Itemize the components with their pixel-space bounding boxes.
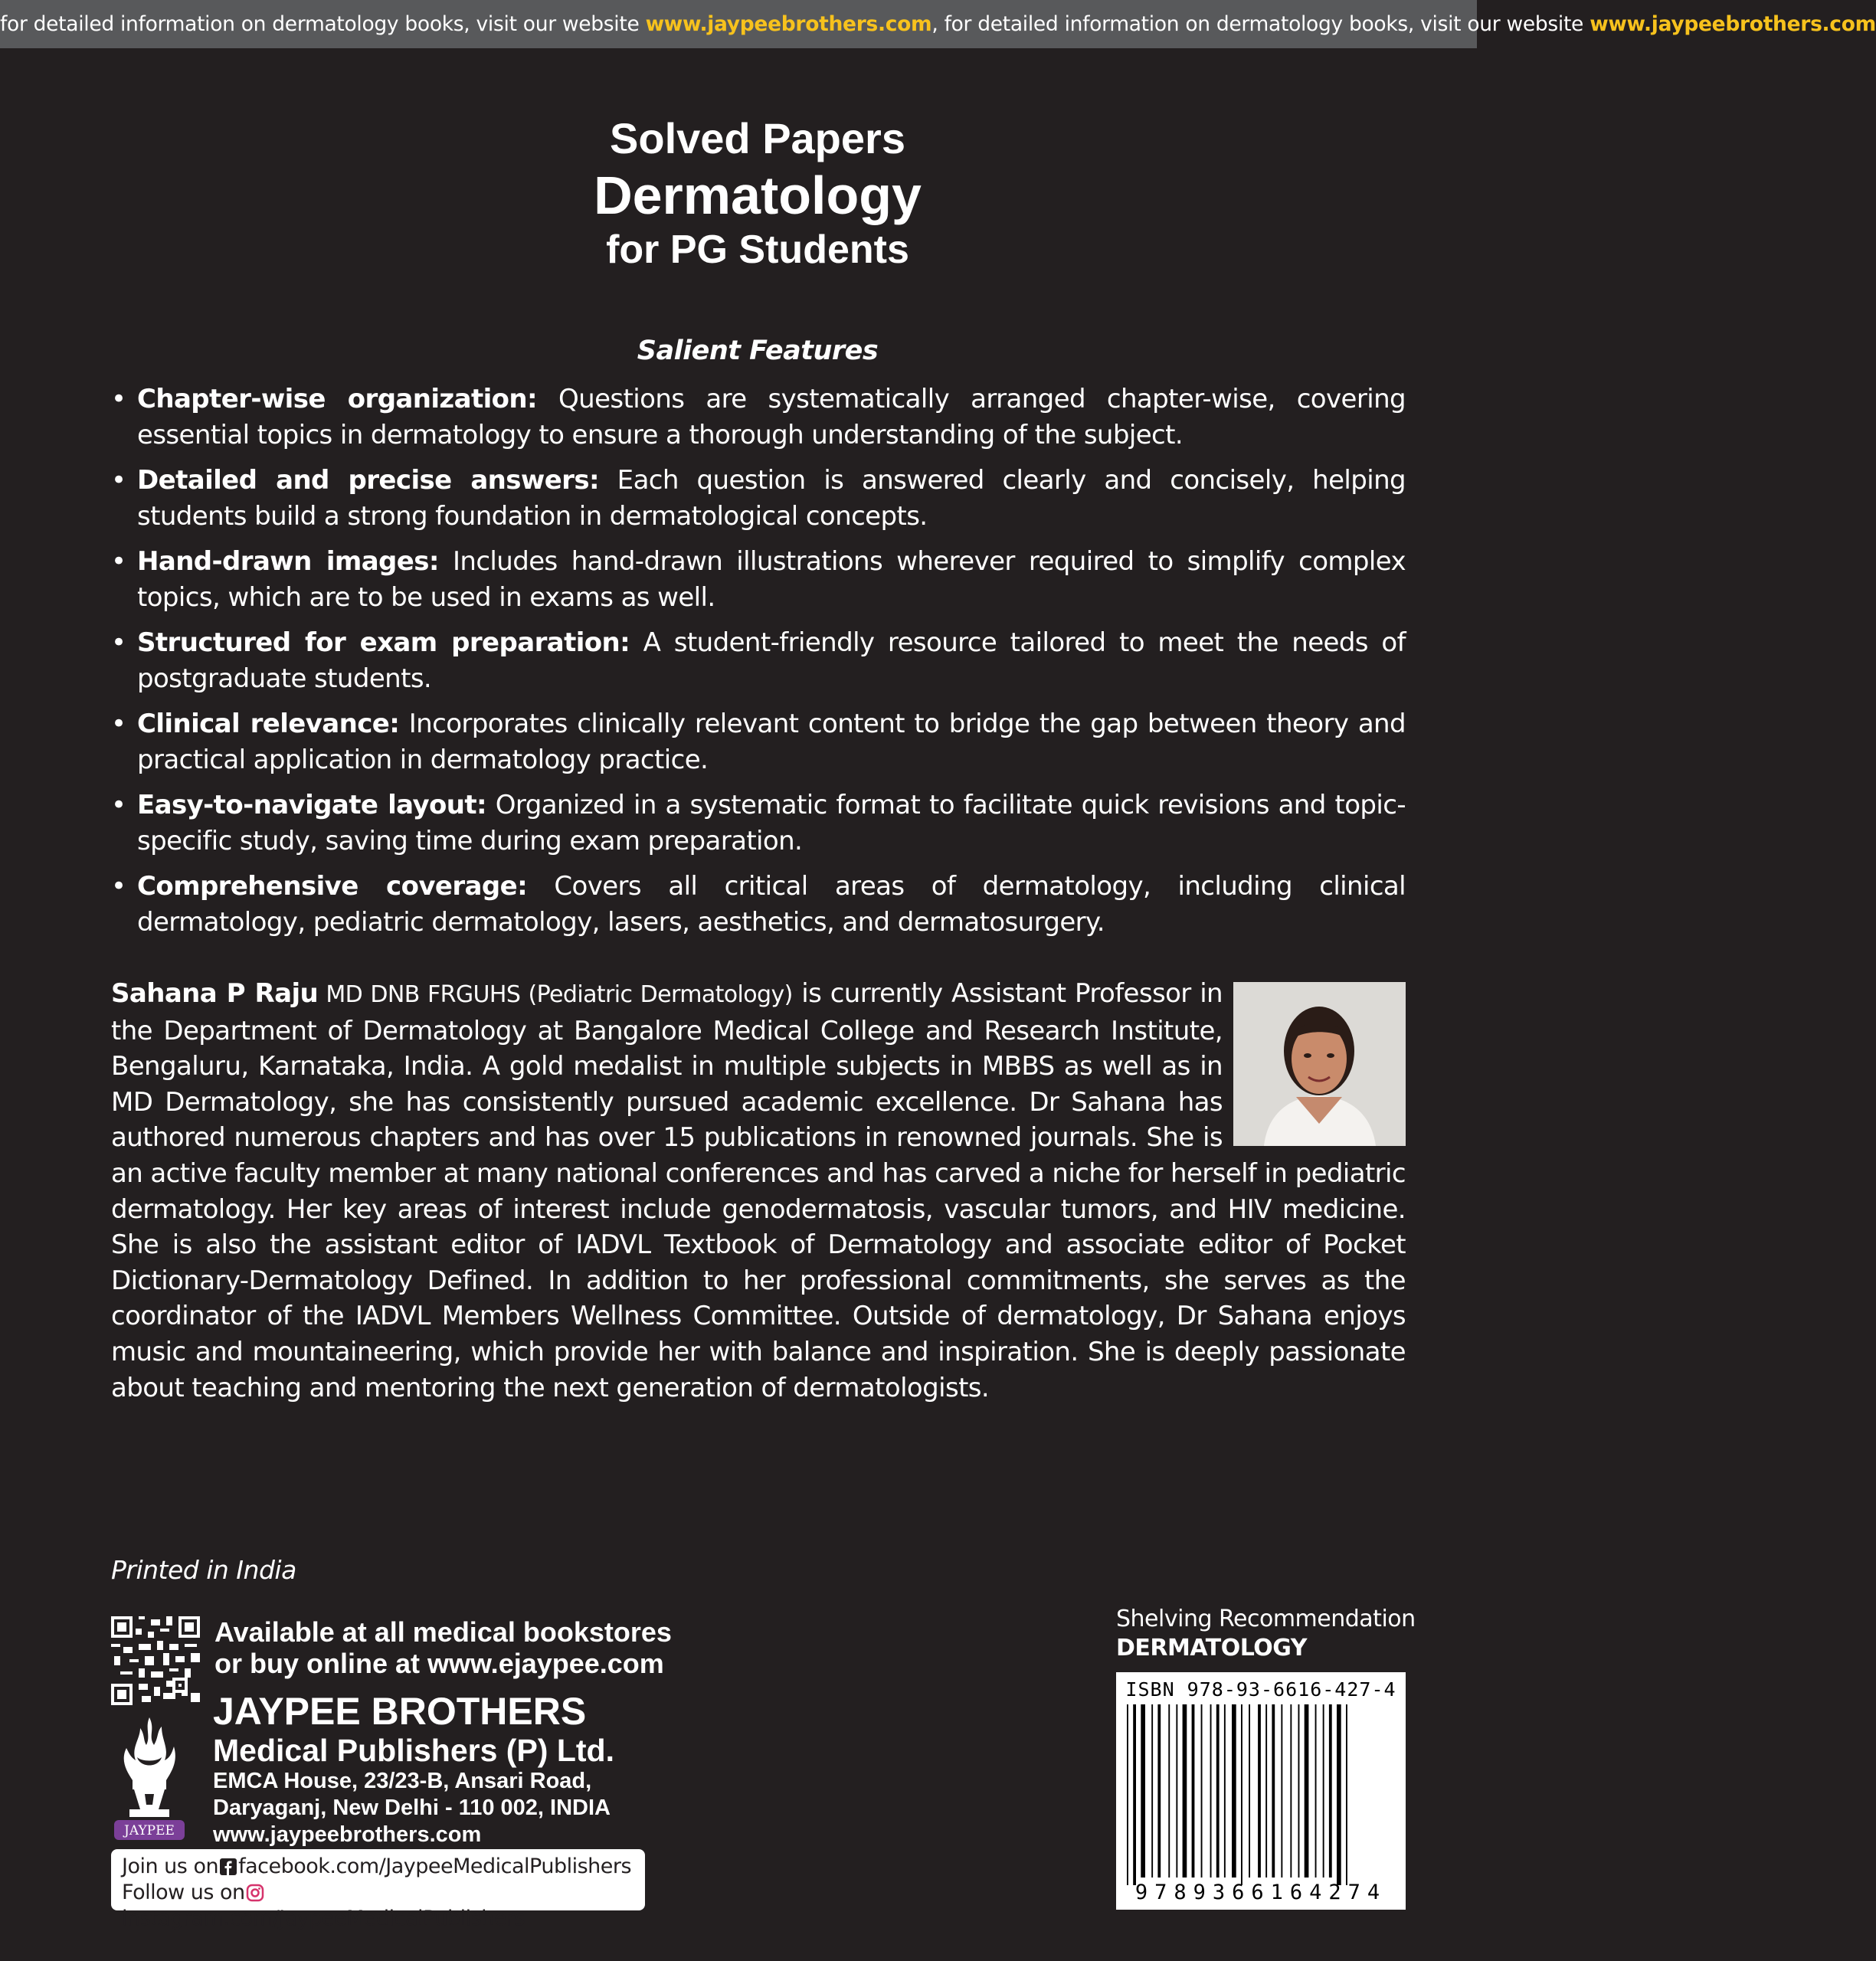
barcode-bar [1346, 1704, 1347, 1885]
social-links [111, 1849, 645, 1930]
feature-item [111, 544, 1406, 616]
author-name: Sahana P Raju [111, 978, 319, 1009]
title-line-3: for PG Students [606, 228, 909, 272]
isbn-barcode [1116, 1672, 1406, 1910]
author-photo [1233, 982, 1406, 1146]
publisher-address-2: Daryaganj, New Delhi - 110 002, INDIA [213, 1796, 611, 1820]
barcode-bar [1315, 1704, 1317, 1878]
barcode-bar [1265, 1704, 1267, 1878]
feature-label: Comprehensive coverage: [137, 871, 528, 902]
facebook-url: facebook.com/JaypeeMedicalPublishers [238, 1855, 632, 1878]
shelving-value: DERMATOLOGY [1116, 1635, 1307, 1661]
feature-label: Easy-to-navigate layout: [137, 790, 487, 820]
barcode-bar [1329, 1704, 1332, 1878]
barcode-bar [1337, 1704, 1341, 1885]
barcode-bar [1141, 1704, 1145, 1878]
printed-in-india: Printed in India [111, 1555, 296, 1585]
instagram-row[interactable] [122, 1880, 634, 1932]
banner-website-link[interactable]: www.jaypeebrothers.com [645, 12, 932, 36]
feature-text: Each question is answered clearly and concisely, helping students build a strong foundation in dermatological concepts. [137, 465, 1406, 532]
feature-item [111, 706, 1406, 778]
facebook-row[interactable] [122, 1854, 634, 1880]
author-credentials: MD DNB FRGUHS (Pediatric Dermatology) [318, 981, 793, 1008]
barcode-bar [1176, 1704, 1177, 1878]
feature-item [111, 463, 1406, 535]
barcode-bar [1323, 1704, 1324, 1878]
barcode-bars-icon [1116, 1672, 1406, 1910]
barcode-bar [1290, 1704, 1292, 1878]
instagram-prefix: Follow us on [122, 1881, 245, 1904]
banner-website-link[interactable]: www.jaypeebrothers.com [1590, 12, 1876, 36]
publisher-website[interactable]: www.jaypeebrothers.com [213, 1822, 482, 1847]
barcode-bar [1201, 1704, 1203, 1878]
publisher-address-1: EMCA House, 23/23-B, Ansari Road, [213, 1769, 592, 1793]
barcode-bar [1249, 1704, 1250, 1878]
feature-item [111, 625, 1406, 697]
facebook-prefix: Join us on [122, 1855, 219, 1878]
feature-label: Hand-drawn images: [137, 546, 439, 577]
instagram-icon [247, 1884, 264, 1901]
barcode-bar [1168, 1704, 1170, 1878]
ean-digits: 9789366164274 [1134, 1881, 1387, 1904]
feature-item [111, 787, 1406, 859]
feature-label: Detailed and precise answers: [137, 465, 599, 496]
feature-text: Incorporates clinically relevant content to bridge the gap between theory and practical application in dermatology practice. [137, 709, 1406, 775]
banner-text: , for detailed information on dermatology books, visit our website [931, 12, 1590, 36]
availability-line-2: or buy online at www.ejaypee.com [214, 1648, 664, 1679]
shelving-label: Shelving Recommendation [1116, 1606, 1416, 1632]
instagram-url: instagram.com/JaypeeMedicalPublishers [122, 1907, 525, 1930]
feature-label: Clinical relevance: [137, 709, 400, 739]
feature-item [111, 869, 1406, 941]
availability-line-1: Available at all medical bookstores [214, 1616, 672, 1648]
features-list [111, 381, 1406, 950]
barcode-bar [1151, 1704, 1153, 1878]
logo-label: JAYPEE [124, 1823, 175, 1838]
salient-features-heading: Salient Features [637, 336, 879, 366]
availability-text [214, 1616, 672, 1679]
barcode-bar [1281, 1704, 1282, 1878]
barcode-bar [1133, 1704, 1136, 1885]
barcode-bar [1241, 1704, 1242, 1885]
author-bio-text: is currently Assistant Professor in the Department of Dermatology at Bangalore Medical College and Research Institute, Bengaluru, Karnataka, India. A gold medalist in multiple subjects in MBBS as well as in MD Dermatology, she has consistently pursued academic excellence. Dr Sahana has authored numerous chapters and has over 15 publications in renowned journals. She is an active faculty member at many national conferences and has carved a niche for herself in pediatric dermatology. Her key areas of interest include genodermatosis, vascular tumors, and HIV medicine. She is also the assistant editor of IADVL Textbook of Dermatology and associate editor of Pocket Dictionary-Dermatology Defined. In addition to her professional commitments, she serves as the coordinator of the IADVL Members Wellness Committee. Outside of dermatology, Dr Sahana enjoys music and mountaineering, which provide her with balance and inspiration. She is deeply passionate about teaching and mentoring the next generation of dermatologists. [111, 978, 1406, 1403]
feature-item [111, 381, 1406, 453]
barcode-bar [1216, 1704, 1220, 1878]
qr-code-icon[interactable] [111, 1616, 200, 1705]
barcode-bar [1157, 1704, 1161, 1878]
barcode-bar [1258, 1704, 1261, 1878]
barcode-bar [1183, 1704, 1187, 1878]
publisher-name: JAYPEE BROTHERS [213, 1690, 587, 1733]
banner-text: for detailed information on dermatology books, visit our website [0, 12, 646, 36]
title-line-1: Solved Papers [610, 114, 905, 162]
feature-text: Includes hand-drawn illustrations wherever required to simplify complex topics, which are to be used in exams as well. [137, 546, 1406, 613]
feature-label: Chapter-wise organization: [137, 384, 538, 414]
publisher-subname: Medical Publishers (P) Ltd. [213, 1733, 614, 1768]
facebook-icon [220, 1858, 237, 1875]
barcode-bar [1298, 1704, 1300, 1878]
barcode-bar [1192, 1704, 1195, 1878]
book-title [0, 111, 1515, 275]
barcode-bar [1272, 1704, 1275, 1878]
feature-text: Questions are systematically arranged chapter-wise, covering essential topics in dermatology to ensure a thorough understanding of the subject. [137, 384, 1406, 450]
barcode-bar [1224, 1704, 1226, 1878]
barcode-bar [1210, 1704, 1212, 1878]
feature-text: A student-friendly resource tailored to meet the needs of postgraduate students. [137, 627, 1406, 694]
publisher-block [213, 1690, 614, 1848]
barcode-bar [1232, 1704, 1236, 1878]
title-line-2: Dermatology [594, 165, 922, 225]
shelving-recommendation [1116, 1605, 1416, 1663]
top-banner [0, 0, 1876, 48]
jaypee-logo-icon [111, 1714, 188, 1842]
feature-text: Organized in a systematic format to facilitate quick revisions and topic-specific study, saving time during exam preparation. [137, 790, 1406, 856]
barcode-bar [1305, 1704, 1309, 1878]
author-bio [111, 976, 1406, 1406]
isbn-text: ISBN 978-93-6616-427-4 [1125, 1678, 1396, 1701]
barcode-bar [1127, 1704, 1128, 1885]
feature-label: Structured for exam preparation: [137, 627, 630, 658]
feature-text: Covers all critical areas of dermatology, including clinical dermatology, pediatric dermatology, lasers, aesthetics, and dermatosurgery. [137, 871, 1406, 938]
author-portrait-icon [1233, 982, 1406, 1146]
